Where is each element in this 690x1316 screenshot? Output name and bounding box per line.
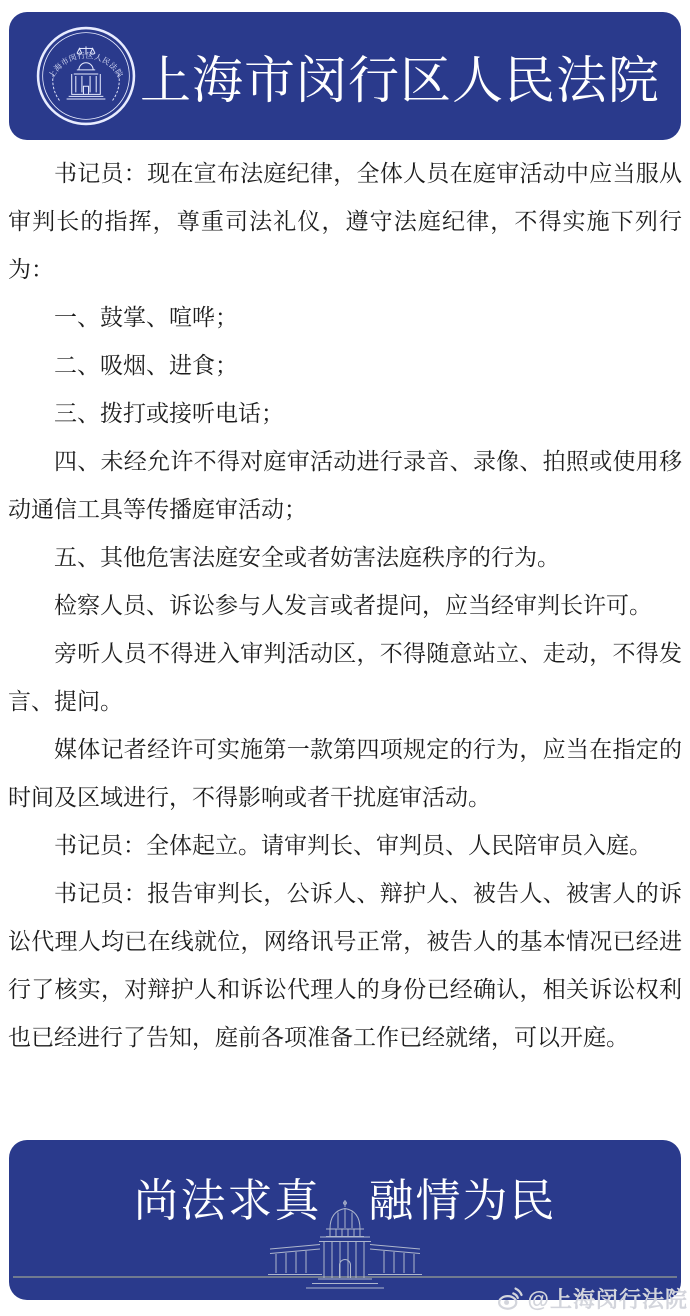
seal-arc-text: 上海市闵行区人民法院 bbox=[46, 50, 125, 80]
paragraph: 五、其他危害法庭安全或者妨害法庭秩序的行为。 bbox=[54, 545, 560, 570]
paragraph: 四、未经允许不得对庭审活动进行录音、录像、拍照或使用移动通信工具等传播庭审活动； bbox=[8, 449, 682, 522]
paragraph: 书记员：现在宣布法庭纪律，全体人员在庭审活动中应当服从审判长的指挥，尊重司法礼仪，遵守法庭纪律，不得实施下列行为： bbox=[8, 161, 682, 282]
paragraph: 一、鼓掌、喧哗； bbox=[54, 305, 238, 330]
footer-banner bbox=[9, 1140, 681, 1300]
paragraph: 检察人员、诉讼参与人发言或者提问，应当经审判长许可。 bbox=[54, 593, 652, 618]
seal-courthouse-icon bbox=[67, 63, 106, 99]
paragraph: 旁听人员不得进入审判活动区，不得随意站立、走动，不得发言、提问。 bbox=[8, 641, 682, 714]
paragraph: 三、拨打或接听电话； bbox=[54, 401, 284, 426]
watermark-text: @上海闵行法院 bbox=[527, 1287, 688, 1312]
courthouse-lineart-icon bbox=[260, 1199, 430, 1294]
paragraph: 书记员：报告审判长，公诉人、辩护人、被告人、被害人的诉讼代理人均已在线就位，网络讯号正常，被告人的基本情况已经进行了核实，对辩护人和诉讼代理人的身份已经确认，相关诉讼权利也已经进行了告知，庭前各项准备工作已经就绪，可以开庭。 bbox=[8, 881, 682, 1050]
paragraph: 二、吸烟、进食； bbox=[54, 353, 238, 378]
svg-text:上海市闵行区人民法院 bbox=[46, 50, 125, 80]
header-banner bbox=[9, 12, 681, 140]
document-body bbox=[0, 140, 690, 1062]
court-seal-icon bbox=[35, 25, 137, 127]
footer-slogan: 尚法求真 融情为民 bbox=[133, 1175, 557, 1226]
paragraph: 书记员：全体起立。请审判长、审判员、人民陪审员入庭。 bbox=[54, 833, 652, 858]
weibo-icon bbox=[497, 1285, 524, 1312]
weibo-watermark bbox=[497, 1283, 688, 1314]
paragraph: 媒体记者经许可实施第一款第四项规定的行为，应当在指定的时间及区域进行，不得影响或者干扰庭审活动。 bbox=[8, 737, 682, 810]
court-name-title: 上海市闵行区人民法院 bbox=[139, 52, 660, 109]
